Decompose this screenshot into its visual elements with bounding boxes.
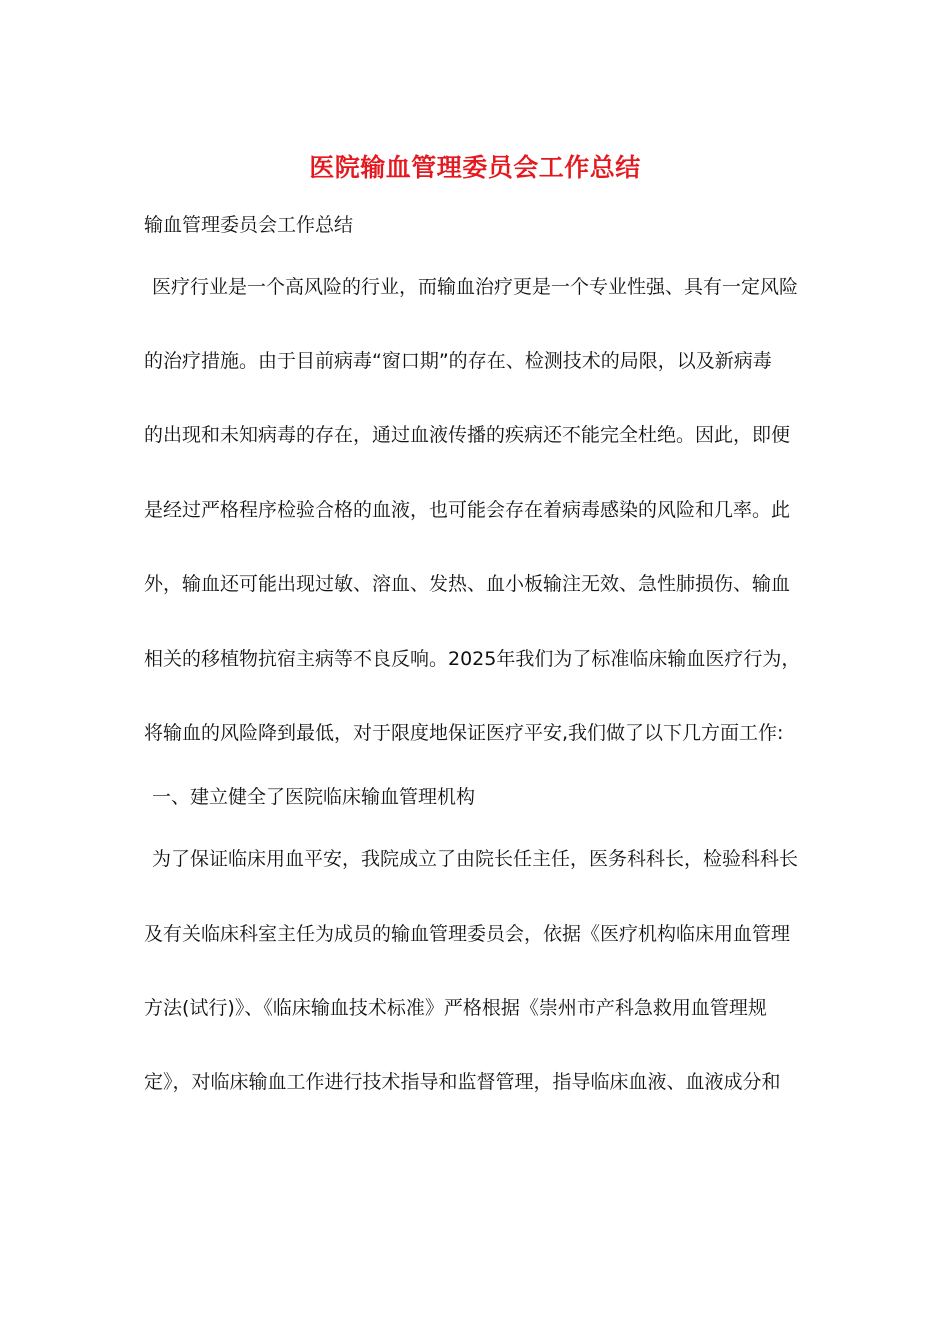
paragraph-line: 外，输血还可能出现过敏、溶血、发热、血小板输注无效、急性肺损伤、输血 [144,573,791,595]
paragraph-line: 定》，对临床输血工作进行技术指导和监督管理，指导临床血液、血液成分和 [144,1071,781,1093]
paragraph-line: 将输血的风险降到最低，对于限度地保证医疗平安,我们做了以下几方面工作: [144,722,784,744]
paragraph-line: 的出现和未知病毒的存在，通过血液传播的疾病还不能完全杜绝。因此，即便 [144,424,791,446]
document-subtitle: 输血管理委员会工作总结 [144,214,354,236]
paragraph-line: 相关的移植物抗宿主病等不良反响。2025年我们为了标准临床输血医疗行为， [144,648,801,670]
paragraph-line: 及有关临床科室主任为成员的输血管理委员会，依据《医疗机构临床用血管理 [144,923,791,945]
document-title: 医院输血管理委员会工作总结 [309,153,641,182]
paragraph-line: 是经过严格程序检验合格的血液，也可能会存在着病毒感染的风险和几率。此 [144,499,791,521]
paragraph-line: 的治疗措施。由于目前病毒“窗口期”的存在、检测技术的局限，以及新病毒 [144,350,772,372]
section-heading: 一、建立健全了医院临床输血管理机构 [152,786,476,808]
paragraph-line: 为了保证临床用血平安，我院成立了由院长任主任，医务科科长，检验科科长 [152,848,799,870]
paragraph-line: 医疗行业是一个高风险的行业，而输血治疗更是一个专业性强、具有一定风险 [152,276,799,298]
paragraph-line: 方法(试行)》、《临床输血技术标准》严格根据《崇州市产科急救用血管理规 [144,997,767,1019]
